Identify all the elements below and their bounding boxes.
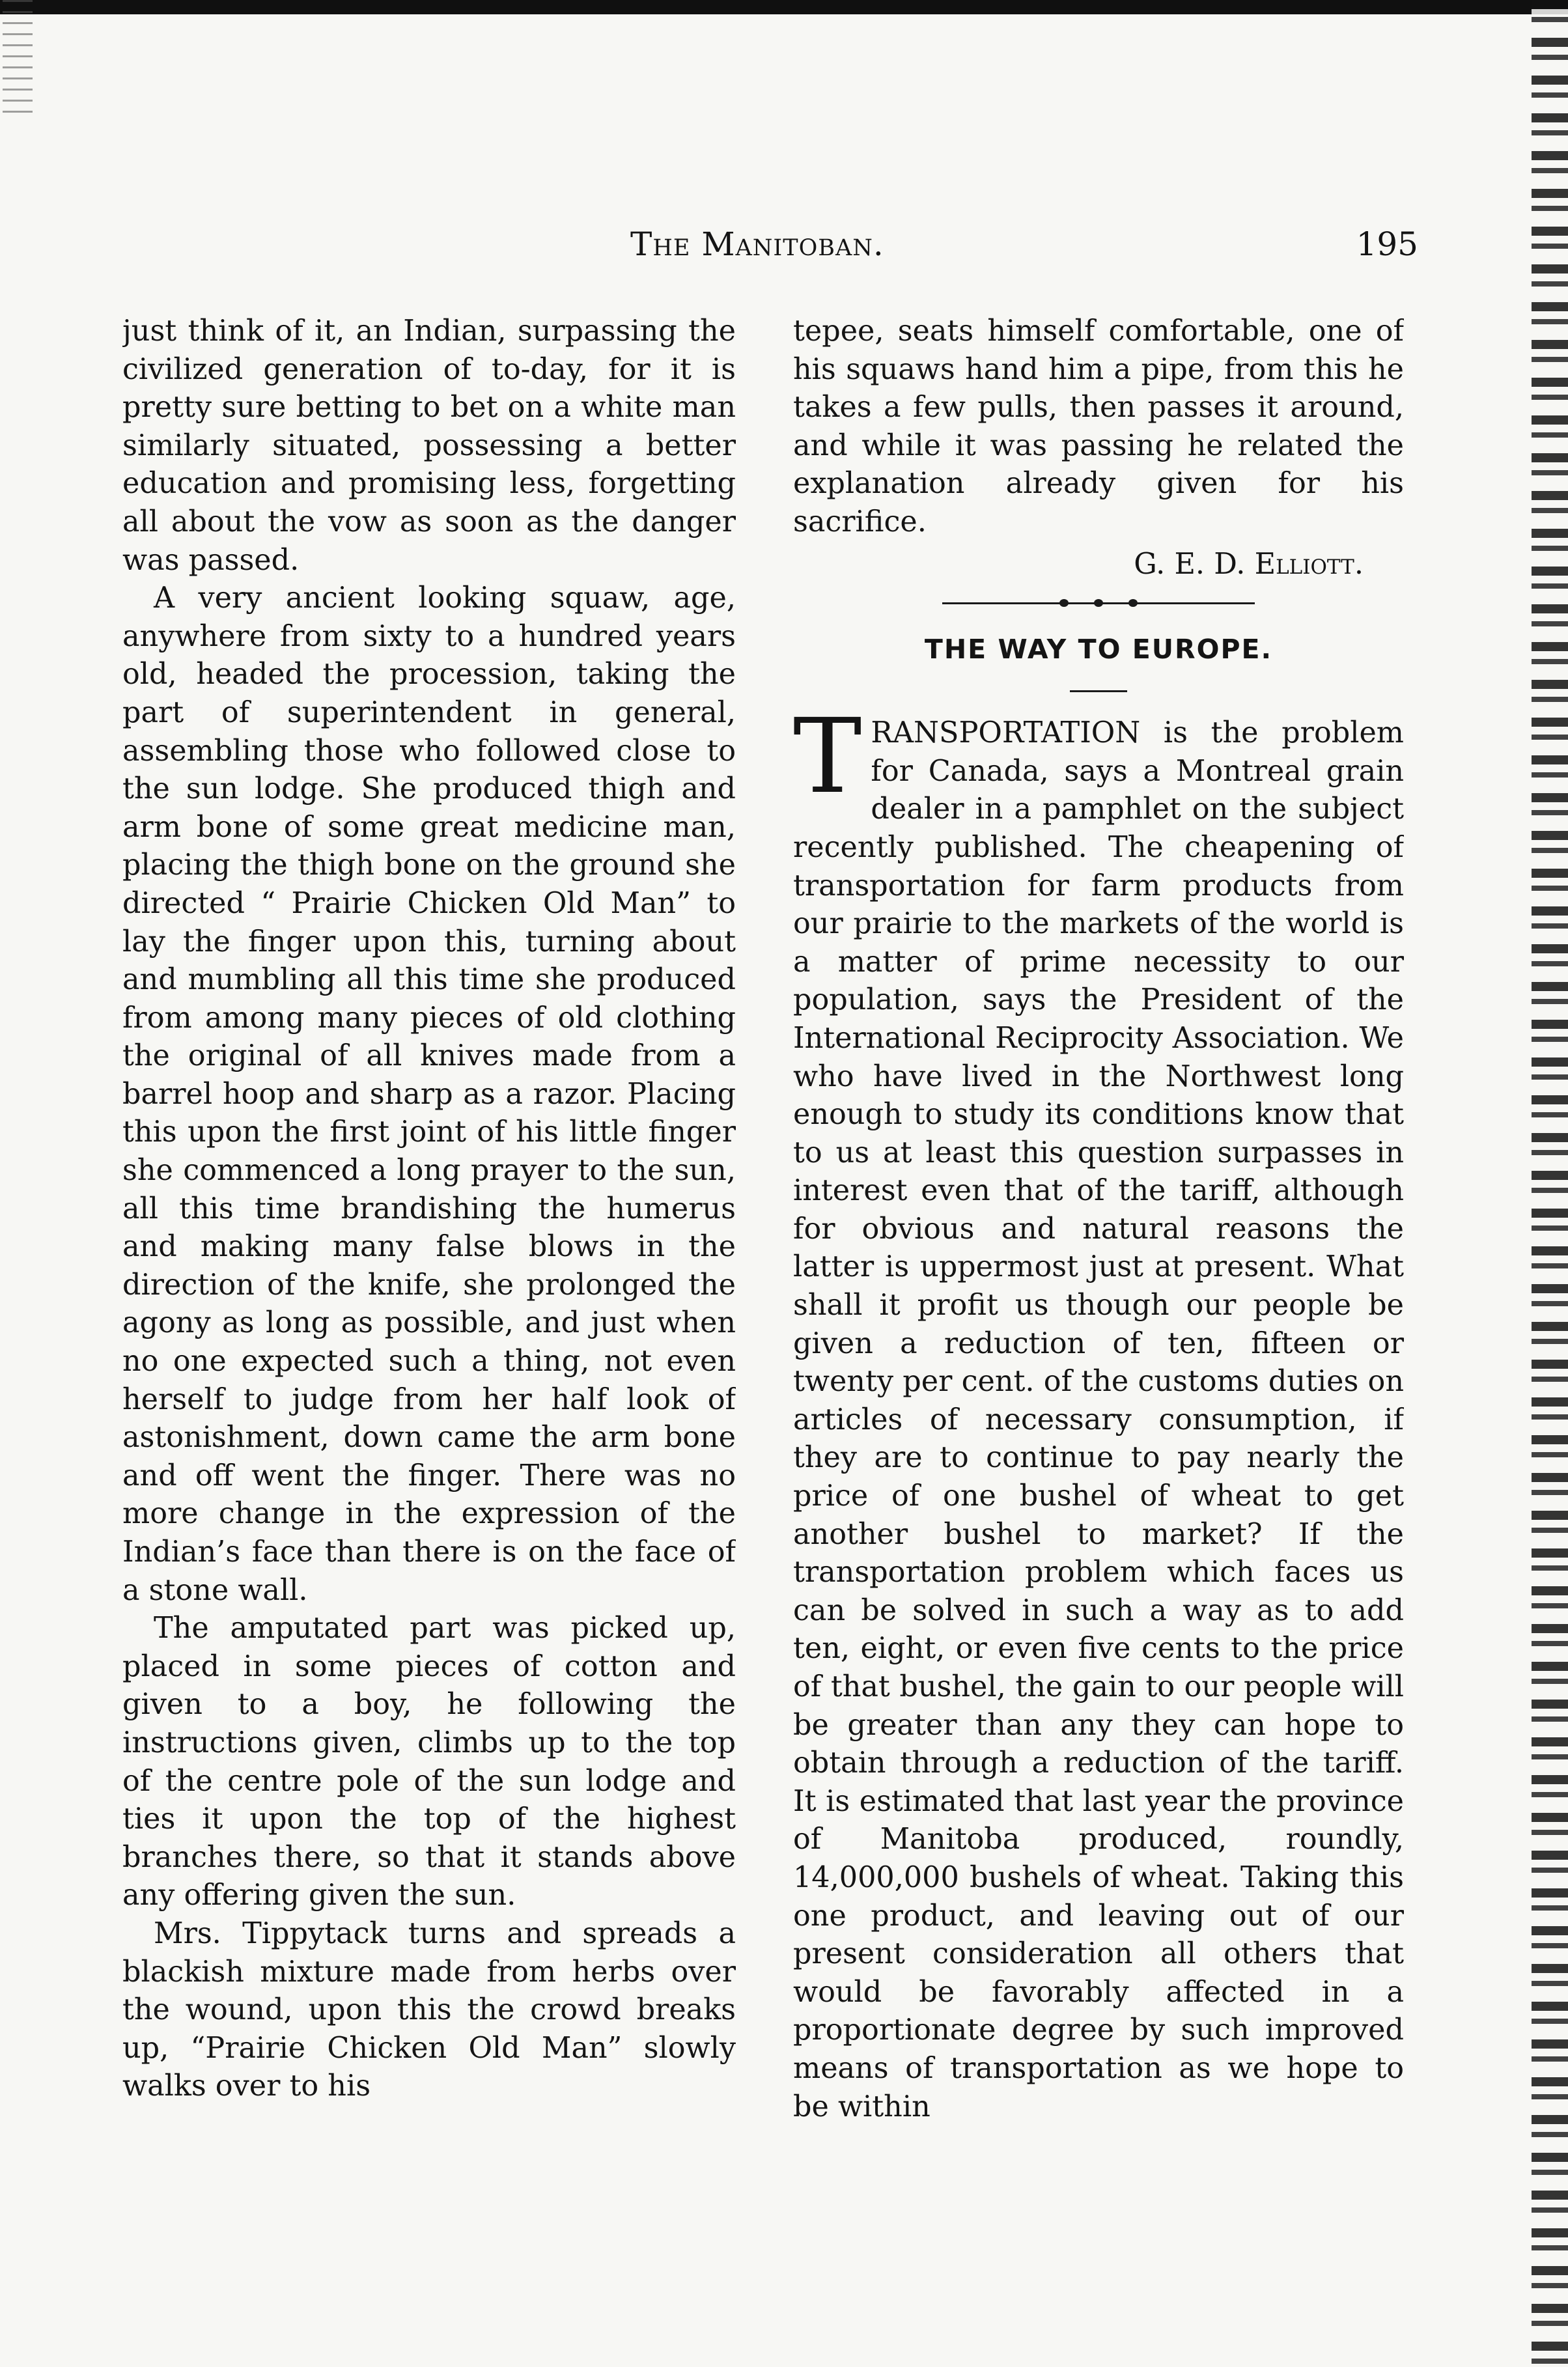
left-paragraph-1: just think of it, an Indian, surpassing the civilized generation of to-day, for it is pretty sure betting to bet on a white man similarly situated, possessing a better education and promising less, forgetting all about the vow as soon as the danger was passed. xyxy=(122,315,736,577)
author-signature: G. E. D. Elliott. xyxy=(1134,547,1364,581)
divider-ornament-dot xyxy=(1128,599,1138,607)
left-column xyxy=(122,313,736,2266)
journal-title: The Manitoban. xyxy=(630,225,884,263)
ornamental-divider xyxy=(942,596,1255,611)
left-paragraph-3: The amputated part was picked up, placed in some pieces of cotton and given to a boy, he following the instructions given, climbs up to the top of the centre pole of the sun lodge and ties it upon the top of the highest branches there, so that it stands above any offering given the sun. xyxy=(122,1612,736,1912)
divider-ornament-dot xyxy=(1059,599,1069,607)
drop-cap: T xyxy=(793,697,862,817)
article-heading: THE WAY TO EUROPE. xyxy=(924,634,1273,665)
right-paragraph-1: tepee, seats himself comfortable, one of his squaws hand him a pipe, from this he takes a few pulls, then passes it around, and while it was passing he related the explanation already given for his sacrifice. xyxy=(793,315,1404,539)
article-text: RANSPORTATION is the problem for Canada, says a Montreal grain dealer in a pamphlet on the subject recently published. The cheapening of transportation for farm products from our prairie to the markets of the world is a matter of prime necessity to our population, says the President of the International Reciprocity Association. We who have lived in the Northwest long enough to study its conditions know that to us at least this question surpasses in interest even that of the tariff, although for obvious and natural reasons the latter is uppermost just at present. What shall it profit us though our people be given a reduction of ten, fifteen or twenty per cent. of the customs duties on articles of necessary consumption, if they are to continue to pay nearly the price of one bushel of wheat to get another bushel to market? If the transportation problem which faces us can be solved in such a way as to add ten, eight, or even five cents to the price of that bushel, the gain to our people will be greater than any they can hope to obtain through a reduction of the tariff. It is estimated that last year the province of Manitoba produced, roundly, 14,000,000 bushels of wheat. Taking this one product, and leaving out of our present consideration all others that would be favorably affected in a proportionate degree by such improved means of transportation as we hope to be within xyxy=(793,716,1404,2123)
page-left-specks xyxy=(3,0,33,117)
page-number: 195 xyxy=(1356,225,1418,263)
right-column xyxy=(793,313,1404,2266)
left-paragraph-2: A very ancient looking squaw, age, anywhere from sixty to a hundred years old, headed the procession, taking the part of superintendent in general, assembling those who followed close to the sun lodge. She produced thigh and arm bone of some great medicine man, placing the thigh bone on the ground she directed “ Prairie Chicken Old Man” to lay the finger upon this, turning about and mumbling all this time she produced from among many pieces of old clothing the original of all knives made from a barrel hoop and sharp as a razor. Placing this upon the first joint of his little finger she commenced a long prayer to the sun, all this time brandishing the humerus and making many false blows in the direction of the knife, she prolonged the agony as long as possible, and just when no one expected such a thing, not even herself to judge from her half look of astonishment, down came the arm bone and off went the finger. There was no more change in the expression of the Indian’s face than there is on the face of a stone wall. xyxy=(122,581,736,1607)
heading-rule xyxy=(1070,690,1127,692)
left-paragraph-4: Mrs. Tippytack turns and spreads a blackish mixture made from herbs over the wound, upon this the crowd breaks up, “Prairie Chicken Old Man” slowly walks over to his xyxy=(122,1916,736,2103)
running-head xyxy=(122,225,1418,271)
page-top-edge xyxy=(0,0,1568,14)
page-right-edge xyxy=(1532,0,1568,2367)
divider-ornament-dot xyxy=(1094,599,1103,607)
article-body xyxy=(793,697,1404,2126)
